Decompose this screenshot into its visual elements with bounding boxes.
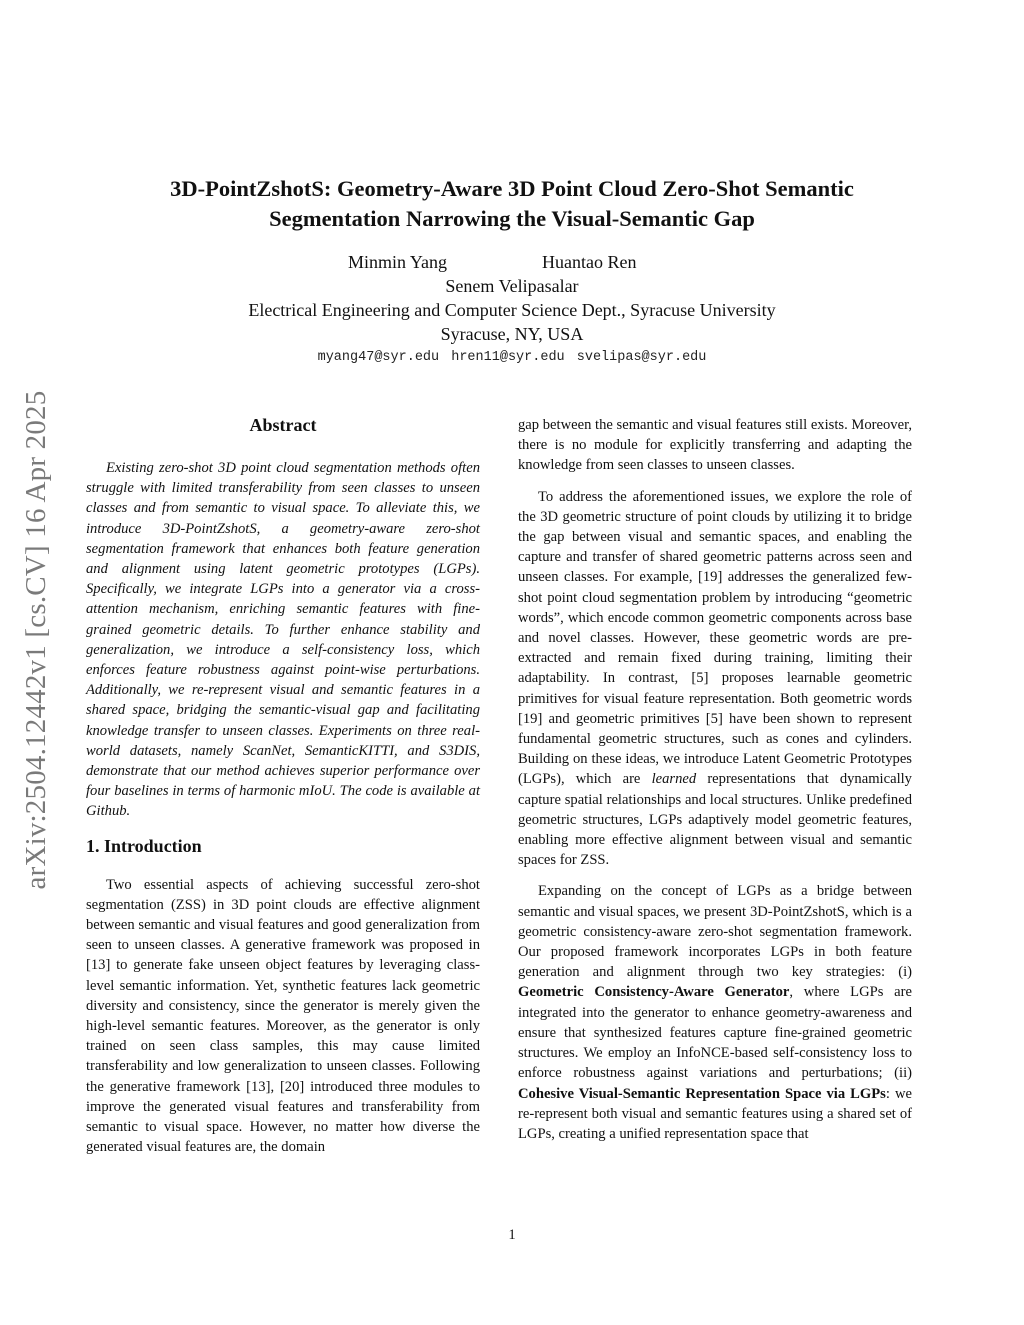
bold-term: Geometric Consistency-Aware Generator bbox=[518, 984, 790, 1001]
author-emails: myang47@syr.edu hren11@syr.edu svelipas@syr.edu bbox=[317, 350, 707, 365]
paragraph: gap between the semantic and visual features still exists. Moreover, there is no module for explicitly transferring and adapting the knowledge from seen classes to unseen classes. bbox=[518, 417, 912, 474]
left-column bbox=[86, 412, 480, 1169]
title-line-1: 3D-PointZshotS: Geometry-Aware 3D Point Cloud Zero-Shot Semantic bbox=[170, 176, 854, 201]
author-name: Minmin Yang bbox=[348, 252, 448, 272]
paper-title bbox=[80, 174, 944, 234]
paragraph: To address the aforementioned issues, we explore the role of the 3D geometric structure of point clouds by utilizing it to bridge the gap between visual and semantic spaces, and enabling the capture and transfer of shared geometric patterns across seen and unseen classes. For example, [19] addresses the generalized few-shot point cloud segmentation problem by introducing “geometric words”, which encode common geometric components across base and novel classes. However, these geometric words are pre-extracted and remain fixed during training, limiting their adaptability. In contrast, [5] proposes learnable geometric primitives for visual feature representation. Both geometric words [19] and geometric primitives [5] have been shown to represent fundamental geometric structures, such as cones and cylinders. Building on these ideas, we introduce Latent Geometric Prototypes (LGPs), which are learned representations that dynamically capture spatial relationships and local structures. Unlike predefined geometric structures, LGPs adaptively model geometric features, enabling more effective alignment between visual and semantic spaces for ZSS. bbox=[518, 488, 912, 869]
title-line-2: Segmentation Narrowing the Visual-Semantic Gap bbox=[269, 206, 755, 231]
right-column bbox=[518, 415, 912, 1155]
author-name: Huantao Ren bbox=[542, 252, 637, 272]
affiliation: Electrical Engineering and Computer Science Dept., Syracuse University bbox=[248, 300, 776, 320]
paragraph: Expanding on the concept of LGPs as a bridge between semantic and visual spaces, we present 3D-PointZshotS, which is a geometric consistency-aware zero-shot segmentation framework. Our proposed framework incorporates LGPs in both feature generation and alignment through two key strategies: (i) Geometric Consistency-Aware Generator, where LGPs are integrated into the generator to enhance geometry-awareness and ensure that synthesized features capture fine-grained geometric structures. We employ an InfoNCE-based self-consistency loss to enforce robustness against variations and perturbations; (ii) Cohesive Visual-Semantic Representation Space via LGPs: we re-represent both visual and semantic features using a shared set of LGPs, creating a unified representation space that bbox=[518, 883, 912, 1142]
section-heading-introduction: 1. Introduction bbox=[86, 835, 202, 856]
page-number: 1 bbox=[508, 1227, 516, 1243]
authors-row bbox=[0, 252, 1024, 276]
arxiv-identifier: arXiv:2504.12442v1 [cs.CV] 16 Apr 2025 bbox=[20, 390, 52, 890]
author-name: Senem Velipasalar bbox=[445, 276, 579, 296]
paragraph: Two essential aspects of achieving successful zero-shot segmentation (ZSS) in 3D point clouds are effective alignment between semantic and visual features and good generalization from seen to unseen classes. A generative framework was proposed in [13] to generate fake unseen object features by leveraging class-level semantic information. Yet, synthetic features lack geometric diversity and consistency, since the generator is merely given the high-level semantic features. Moreover, as the generator is only trained on seen class samples, this may cause limited transferability and low generalization to unseen classes. Following the generative framework [13], [20] introduced three modules to improve the generated visual features and transferability from semantic to visual space. However, no matter how diverse the generated visual features are, the domain bbox=[86, 876, 480, 1156]
emphasis: learned bbox=[651, 771, 697, 788]
location: Syracuse, NY, USA bbox=[440, 324, 584, 344]
bold-term: Cohesive Visual-Semantic Representation Space via LGPs bbox=[518, 1085, 886, 1102]
abstract-text: Existing zero-shot 3D point cloud segmentation methods often struggle with limited transferability from seen classes to unseen classes and from semantic to visual space. To alleviate this, we introduce 3D-PointZshotS, a geometry-aware zero-shot segmentation framework that enhances both feature generation and alignment using latent geometric prototypes (LGPs). Specifically, we integrate LGPs into a generator via a cross-attention mechanism, enriching semantic features with fine-grained geometric details. To further enhance stability and generalization, we introduce a self-consistency loss, which enforces feature robustness against point-wise perturbations. Additionally, we re-represent visual and semantic features in a shared space, bridging the semantic-visual gap and facilitating knowledge transfer to unseen classes. Experiments on three real-world datasets, namely ScanNet, SemanticKITTI, and S3DIS, demonstrate that our method achieves superior performance over four baselines in terms of harmonic mIoU. The code is available at Github. bbox=[86, 460, 480, 820]
abstract-heading: Abstract bbox=[249, 415, 317, 435]
